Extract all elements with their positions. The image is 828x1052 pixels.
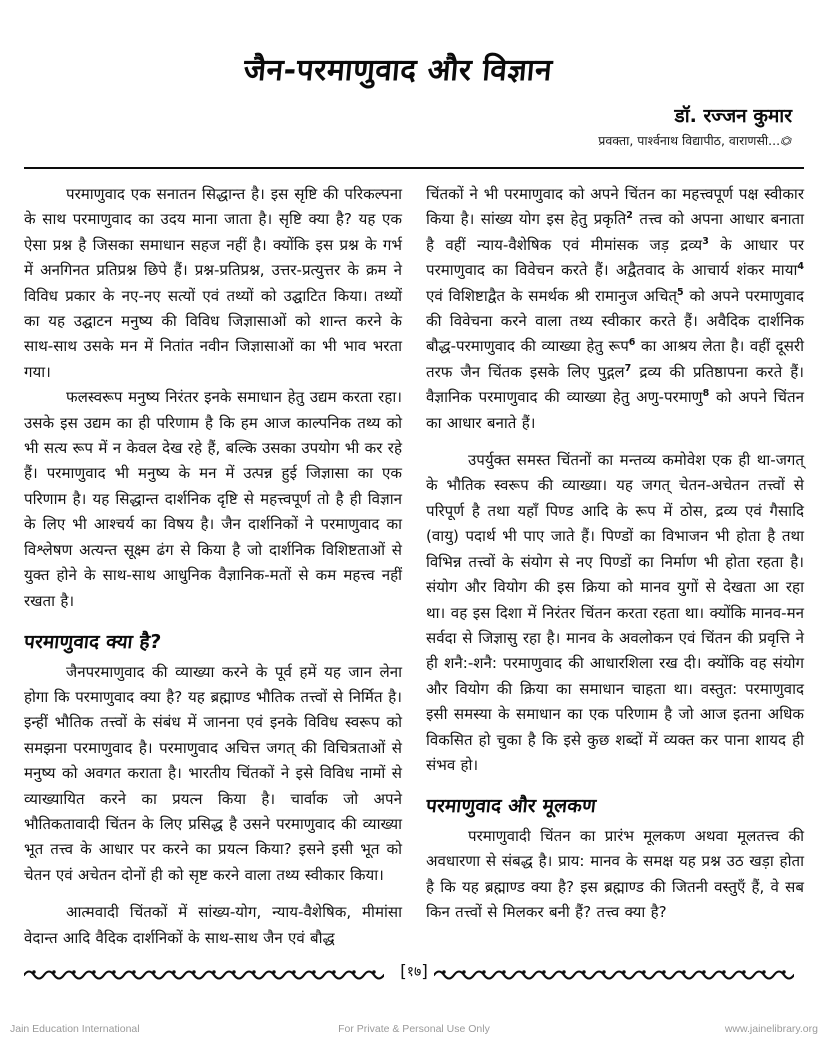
paragraph: फलस्वरूप मनुष्य निरंतर इनके समाधान हेतु उद्यम करता रहा। उसके इस उद्यम का ही परिणाम है कि हम आज काल्पनिक तथ्य को भी सत्य रूप में न केवल देख रहे हैं, बल्कि उसका उपयोग भी कर रहे हैं। परमाणुवाद भी मनुष्य के मन में उत्पन्न हुई जिज्ञासा का एक परिणाम है। यह सिद्धान्त दार्शनिक दृष्टि से महत्त्वपूर्ण तो है ही विज्ञान के लिए भी आश्चर्य का विषय है। जैन दार्शनिकों ने परमाणुवाद का विश्लेषण अत्यन्त सूक्ष्म ढंग से किया है जो दार्शनिक विशिष्टताओं से युक्त होने के साथ-साथ आधुनिक वैज्ञानिक-मतों से कम महत्त्व नहीं रखता है। bbox=[24, 388, 402, 610]
paragraph-segment: के आधार पर परमाणुवाद का विवेचन करते हैं। अद्वैतवाद के आचार्य शंकर माया bbox=[426, 235, 804, 280]
footnote-marker: 2 bbox=[626, 210, 633, 222]
paragraph-segment: चिंतकों ने भी परमाणुवाद को अपने चिंतन का महत्त्वपूर्ण पक्ष स्वीकार किया है। सांख्य योग इस हेतु प्रकृति bbox=[426, 185, 804, 229]
footnote-marker: 6 bbox=[628, 337, 636, 349]
paragraph-segment: एवं विशिष्टाद्वैत के समर्थक श्री रामानुज अचित् bbox=[426, 286, 678, 305]
paragraph: परमाणुवाद एक सनातन सिद्धान्त है। इस सृष्टि की परिकल्पना के साथ परमाणुवाद का उदय माना जाता है। सृष्टि क्या है? यह एक ऐसा प्रश्न है जिसका समाधान सहज नहीं है। क्योंकि इस प्रश्न के गर्भ में अनगिनत प्रतिप्रश्न छिपे हैं। प्रश्न-प्रतिप्रश्न, उत्तर-प्रत्युत्तर के क्रम ने विविध प्रकार के नए-नए सत्यों एवं तथ्यों को उद्घाटित किया। तथ्यों का यह उद्घाटन मनुष्य की विविध जिज्ञासाओं को शान्त करने के साथ-साथ उसके मन में नितांत नवीन जिज्ञासाओं का भी भाव भरता गया। bbox=[24, 185, 402, 381]
author-affiliation-text: प्रवक्ता, पार्श्वनाथ विद्यापीठ, वाराणसी... bbox=[598, 132, 781, 148]
folio-bracket-close: ] bbox=[421, 962, 428, 982]
left-column bbox=[24, 182, 402, 962]
chain-ornament-right-icon bbox=[434, 964, 804, 982]
page-bottom-divider bbox=[24, 960, 804, 986]
paragraph bbox=[426, 182, 804, 436]
byline bbox=[598, 104, 792, 149]
folio-bracket-open: [ bbox=[400, 962, 407, 982]
article-body bbox=[24, 182, 804, 962]
paragraph-segment: को अपने चिंतन का आधार बनाते हैं। bbox=[426, 388, 804, 432]
paragraph: उपर्युक्त समस्त चिंतनों का मन्तव्य कमोवेश एक ही था-जगत् के भौतिक स्वरूप की व्याख्या। यह जगत् चेतन-अचेतन तत्त्वों से परिपूर्ण है तथा यहाँ पिण्ड आदि के रूप में ठोस, द्रव्य एवं गैसादि (वायु) पदार्थ भी पाए जाते हैं। पिण्डों का विभाजन भी होता है तथा विभिन्न तत्त्वों के संयोग से नए पिण्डों का निर्माण भी होता रहता है। संयोग और वियोग की इस क्रिया को मानव युगों से देखता आ रहा था। वह इस दिशा में निरंतर चिंतन करता रहता था। क्योंकि मानव-मन सर्वदा से जिज्ञासु रहा है। मानव के अवलोकन एवं चिंतन की प्रवृत्ति ने ही शनै:-शनै: परमाणुवाद की आधारशिला रख दी। क्योंकि वह संयोग और वियोग की क्रिया का समाधान चाहता था। वस्तुत: परमाणुवाद इसी समस्या के समाधान का एक परिणाम है जो आज इतना अधिक विकसित हो चुका है कि इसे कुछ शब्दों में व्यक्त कर पाना शायद ही संभव हो। bbox=[426, 451, 804, 774]
page-footer bbox=[0, 1018, 828, 1040]
paragraph: परमाणुवादी चिंतन का प्रारंभ मूलकण अथवा मूलतत्त्व की अवधारणा से संबद्ध है। प्राय: मानव के समक्ष यह प्रश्न उठ खड़ा होता है कि यह ब्रह्माण्ड क्या है? इस ब्रह्माण्ड की जितनी वस्तुएँ हैं, वे सब किन तत्त्वों से मिलकर बनी हैं? तत्त्व क्या है? bbox=[426, 826, 804, 922]
paragraph-segment: का आश्रय लेता है। वहीं दूसरी तरफ जैन चिंतक इसके लिए पुद्गल bbox=[426, 337, 804, 381]
footer-website-url[interactable]: www.jainelibrary.org bbox=[724, 1023, 818, 1035]
folio-page-number bbox=[394, 962, 434, 982]
header-divider-rule bbox=[24, 167, 804, 169]
paragraph: जैनपरमाणुवाद की व्याख्या करने के पूर्व हमें यह जान लेना होगा कि परमाणुवाद क्या है? यह ब्रह्माण्ड भौतिक तत्त्वों से निर्मित है। इन्हीं भौतिक तत्त्वों के संबंध में जानना एवं इनके विविध स्वरूप को समझना परमाणुवाद है। परमाणुवाद अचित्त जगत् की विचित्रताओं से मनुष्य को अवगत कराता है। भारतीय चिंतकों ने इसे विविध नामों से व्याख्यायित करने का प्रयत्न किया है। चार्वाक जो अपने भौतिकतावादी चिंतन के लिए प्रसिद्ध है उसने परमाणुवाद की व्याख्या भूत तत्त्व के आधार पर करने का प्रयत्न किया? इसने इसी भूत को चेतन एवं अचेतन दोनों ही को सृष्ट करने वाला तथ्य स्वीकार किया। bbox=[24, 662, 402, 884]
footnote-marker: 7 bbox=[624, 362, 632, 374]
author-affiliation bbox=[598, 132, 792, 150]
paragraph-segment: को अपने परमाणुवाद की विवेचना करने वाला तथ्य स्वीकार करते हैं। अवैदिक दार्शनिक बौद्ध-परमाणुवाद की व्याख्या हेतु रूप bbox=[426, 286, 804, 356]
paragraph: आत्मवादी चिंतकों में सांख्य-योग, न्याय-वैशेषिक, मीमांसा वेदान्त आदि वैदिक दार्शनिकों के साथ-साथ जैन एवं बौद्ध bbox=[24, 903, 402, 947]
flourish-icon: ⏣ bbox=[779, 133, 794, 147]
footer-organization: Jain Education International bbox=[10, 1023, 140, 1035]
section-heading: परमाणुवाद और मूलकण bbox=[424, 795, 598, 818]
section-heading: परमाणुवाद क्या है? bbox=[22, 630, 163, 653]
page-title: जैन-परमाणुवाद और विज्ञान bbox=[242, 53, 554, 88]
folio-number: १७ bbox=[406, 964, 422, 980]
author-name: डॉ. रज्जन कुमार bbox=[674, 105, 792, 127]
footnote-marker: 8 bbox=[702, 388, 710, 400]
paragraph-segment: तत्त्व को अपना आधार बनाता है वहीं न्याय-वैशेषिक एवं मीमांसक जड़ द्रव्य bbox=[426, 210, 804, 254]
footnote-marker: 4 bbox=[797, 261, 804, 273]
footnote-marker: 3 bbox=[702, 235, 709, 247]
paragraph-segment: द्रव्य की प्रतिष्ठापना करते हैं। वैज्ञानिक परमाणुवाद की व्याख्या हेतु अणु-परमाणु bbox=[426, 362, 804, 407]
footer-usage-notice: For Private & Personal Use Only bbox=[338, 1023, 490, 1035]
footnote-marker: 5 bbox=[677, 286, 684, 298]
chain-ornament-left-icon bbox=[24, 964, 394, 982]
right-column bbox=[426, 182, 804, 962]
masthead bbox=[0, 0, 828, 168]
